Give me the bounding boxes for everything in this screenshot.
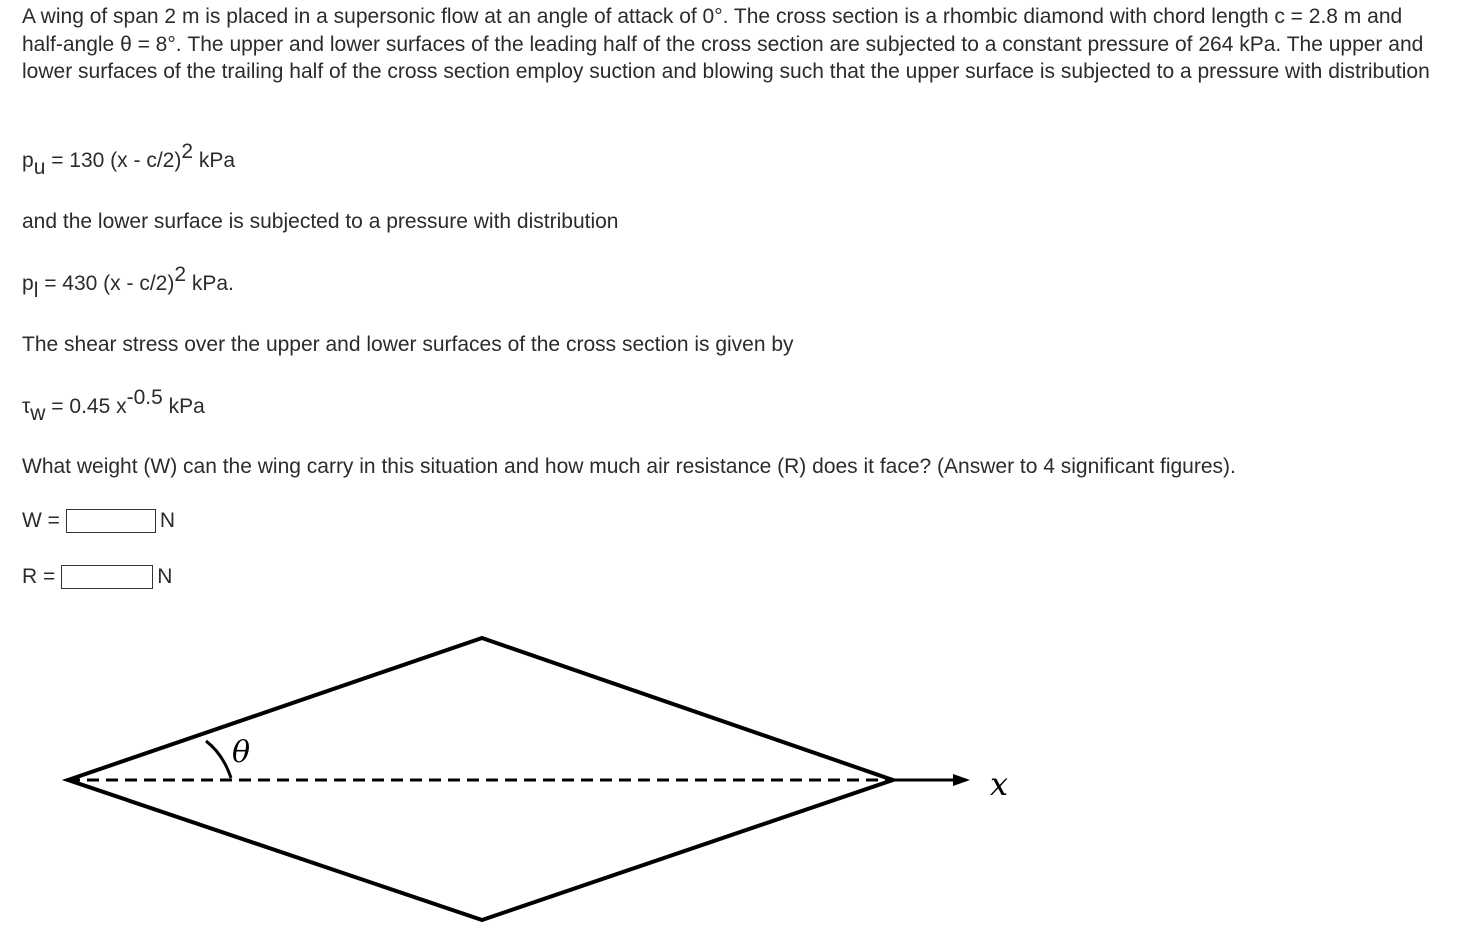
weight-unit: N [159,509,176,532]
lower-pressure-equation: pl = 430 (x - c/2)2 kPa. [22,263,234,302]
x-axis-label: x [990,765,1009,803]
theta-label: θ [232,735,251,770]
lower-surface-text: and the lower surface is subjected to a pressure with distribution [22,210,619,233]
question-text: What weight (W) can the wing carry in this situation and how much air resistance (R) does it face? (Answer to 4 significant figures). [22,455,1236,478]
weight-label: W = [22,509,60,532]
shear-stress-equation: τw = 0.45 x-0.5 kPa [22,386,205,425]
x-axis-arrowhead [953,774,970,786]
resistance-label: R = [22,565,56,588]
theta-angle-arc [206,741,231,778]
shear-stress-text: The shear stress over the upper and lower surfaces of the cross section is given by [22,333,794,356]
upper-pressure-equation: pu = 130 (x - c/2)2 kPa [22,140,236,179]
resistance-unit: N [157,565,173,588]
problem-intro: A wing of span 2 m is placed in a supersonic flow at an angle of attack of 0°. The cross section is a rhombic diamond with chord length c = 2.8 m and half-angle θ = 8°. The upper and lower surfaces of the leading half of the cross section are subjected to a constant pressure of 264 kPa. The upper and lower surfaces of the trailing half of the cross section employ suction and blowing such that the upper surface is subjected to a pressure with distribution [22,5,1430,83]
